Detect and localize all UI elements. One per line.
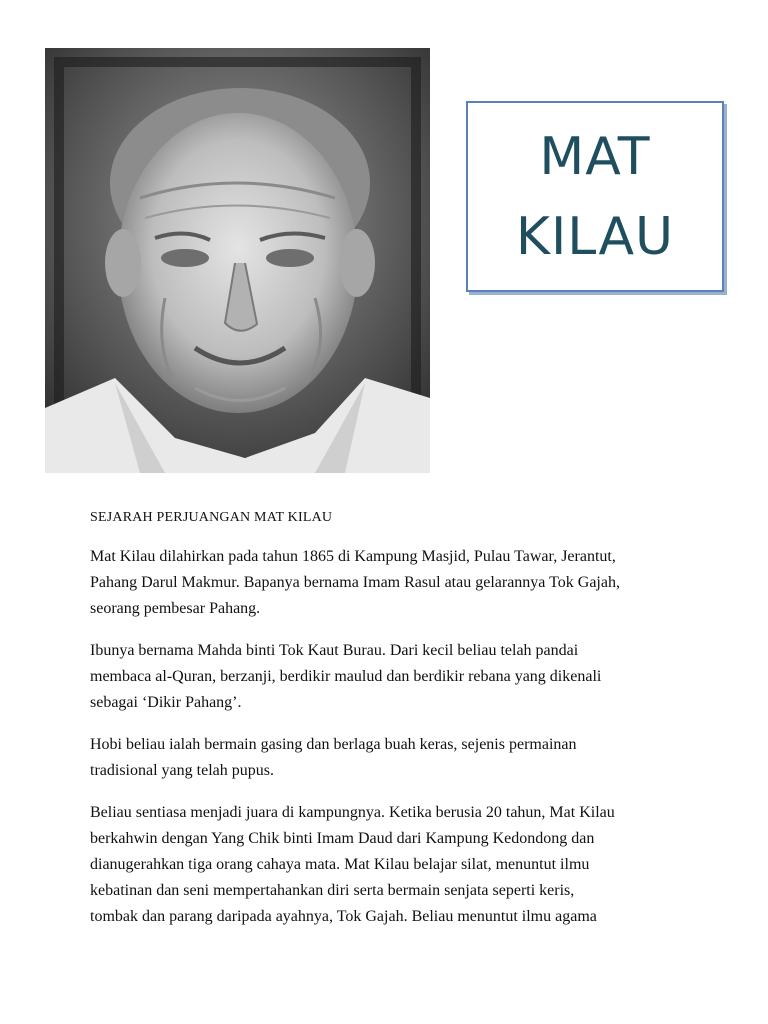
paragraph-line: Hobi beliau ialah bermain gasing dan berlaga buah keras, sejenis permainan	[90, 736, 577, 753]
paragraph-3	[90, 732, 690, 784]
paragraph-line: Pahang Darul Makmur. Bapanya bernama Imam Rasul atau gelarannya Tok Gajah,	[90, 574, 620, 591]
paragraph-line: Beliau sentiasa menjadi juara di kampungnya. Ketika berusia 20 tahun, Mat Kilau	[90, 804, 615, 821]
portrait-illustration	[45, 48, 430, 473]
title-line-2: KILAU	[515, 206, 675, 267]
article-body	[90, 508, 690, 946]
portrait-photo	[45, 48, 430, 473]
paragraph-line: dianugerahkan tiga orang cahaya mata. Mat Kilau belajar silat, menuntut ilmu	[90, 856, 590, 873]
title-line-1: MAT	[539, 126, 651, 187]
paragraph-line: Mat Kilau dilahirkan pada tahun 1865 di Kampung Masjid, Pulau Tawar, Jerantut,	[90, 548, 616, 565]
article-heading: SEJARAH PERJUANGAN MAT KILAU	[90, 510, 333, 525]
title-box	[466, 101, 724, 292]
paragraph-line: tombak dan parang daripada ayahnya, Tok Gajah. Beliau menuntut ilmu agama	[90, 908, 597, 925]
paragraph-4	[90, 800, 690, 930]
paragraph-2	[90, 638, 690, 716]
paragraph-line: membaca al-Quran, berzanji, berdikir maulud dan berdikir rebana yang dikenali	[90, 668, 602, 685]
paragraph-1	[90, 544, 690, 622]
paragraph-line: seorang pembesar Pahang.	[90, 600, 261, 617]
paragraph-line: sebagai ‘Dikir Pahang’.	[90, 694, 242, 711]
paragraph-line: tradisional yang telah pupus.	[90, 762, 274, 779]
paragraph-line: berkahwin dengan Yang Chik binti Imam Daud dari Kampung Kedondong dan	[90, 830, 595, 847]
paragraph-line: Ibunya bernama Mahda binti Tok Kaut Burau. Dari kecil beliau telah pandai	[90, 642, 579, 659]
paragraph-line: kebatinan dan seni mempertahankan diri serta bermain senjata seperti keris,	[90, 882, 575, 899]
